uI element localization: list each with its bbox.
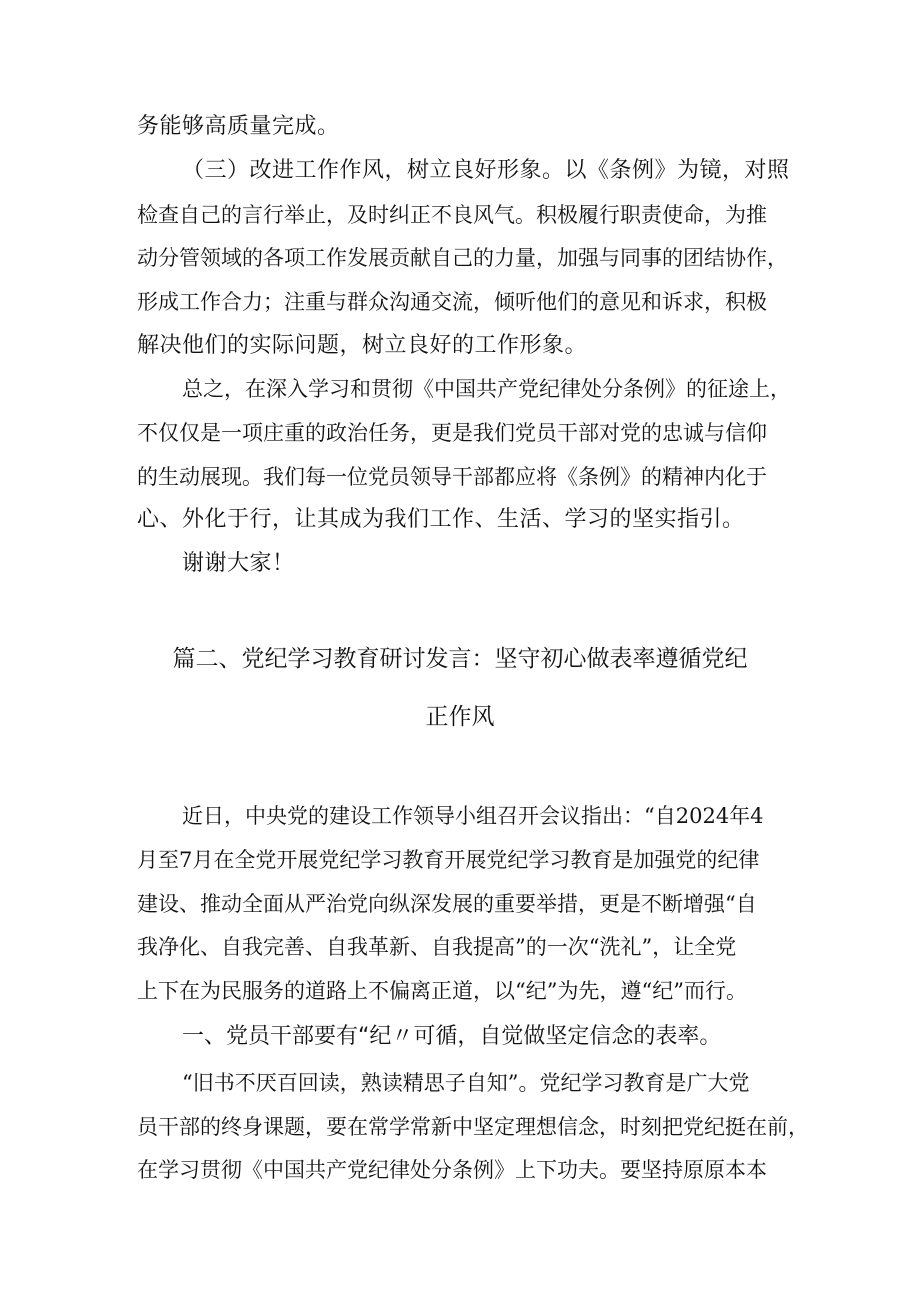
paragraph-line: 建设、推动全面从严治党向纵深发展的重要举措，更是不断增强“自 [137,892,757,916]
paragraph-line: 我净化、自我完善、自我革新、自我提高”的一次“洗礼”，让全党 [137,935,737,959]
paragraph-line: 在学习贯彻《中国共产党纪律处分条例》上下功夫。要坚持原原本本 [137,1158,767,1182]
paragraph-line: 动分管领域的各项工作发展贡献自己的力量，加强与同事的团结协作， [137,246,788,270]
paragraph-line: 不仅仅是一项庄重的政治任务，更是我们党员干部对党的忠诚与信仰 [137,421,767,445]
paragraph-line: 总之，在深入学习和贯彻《中国共产党纪律处分条例》的征途上， [182,377,791,401]
paragraph-line: （三）改进工作作风，树立良好形象。以《条例》为镜，对照 [182,158,790,183]
paragraph-line: 心、外化于行，让其成为我们工作、生活、学习的坚实指引。 [137,507,745,532]
paragraph-line: 上下在为民服务的道路上不偏离正道，以“纪”为先，遵“纪”而行。 [137,979,747,1003]
paragraph-line: 的生动展现。我们每一位党员领导干部都应将《条例》的精神内化于 [137,465,767,489]
paragraph-line: 近日，中央党的建设工作领导小组召开会议指出：“自2024年4 [182,804,764,828]
paragraph-line: “旧书不厌百回读，熟读精思子自知”。党纪学习教育是广大党 [182,1071,750,1095]
article-title-continued: 正作风 [425,704,495,730]
article-title: 篇二、党纪学习教育研讨发言：坚守初心做表率遵循党纪 [172,646,748,672]
paragraph-line: 检查自己的言行举止，及时纠正不良风气。积极履行职责使命，为推 [137,203,767,227]
paragraph-line: 员干部的终身课题，要在常学常新中坚定理想信念，时刻把党纪挺在前， [137,1115,809,1139]
section-subheading: 一、党员干部要有“纪〃可循，自觉做坚定信念的表率。 [182,1024,722,1049]
paragraph-line: 形成工作合力；注重与群众沟通交流，倾听他们的意见和诉求，积极 [137,290,767,314]
thanks-line: 谢谢大家！ [182,551,295,576]
paragraph-line: 务能够高质量完成。 [137,114,340,139]
paragraph-line: 解决他们的实际问题，树立良好的工作形象。 [137,333,588,358]
paragraph-line: 月至7月在全党开展党纪学习教育开展党纪学习教育是加强党的纪律 [137,848,760,872]
